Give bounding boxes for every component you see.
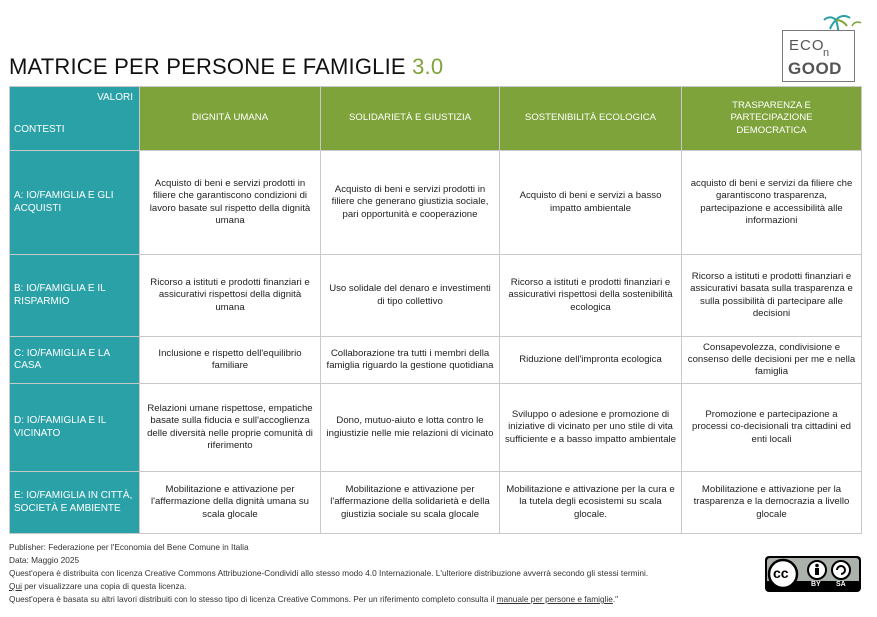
cc-label: cc	[773, 565, 789, 581]
matrix-cell: Dono, mutuo-aiuto e lotta contro le ingiustizie nelle mie relazioni di vicinato	[321, 384, 500, 472]
matrix-row	[10, 255, 862, 337]
matrix-cell: Acquisto di beni e servizi a basso impatto ambientale	[500, 151, 682, 255]
footer-based-on	[9, 593, 648, 606]
based-on-suffix: ."	[612, 594, 619, 604]
based-on-text: Quest'opera è basata su altri lavori distribuiti con lo stesso tipo di licenza Creative Commons. Per un riferimento completo consulta il	[9, 594, 497, 604]
matrix-cell: Riduzione dell'impronta ecologica	[500, 337, 682, 384]
matrix-cell: Acquisto di beni e servizi prodotti in filiere che generano giustizia sociale, pari opportunità e cooperazione	[321, 151, 500, 255]
matrix-cell: Promozione e partecipazione a processi co-decisionali tra cittadini ed enti locali	[682, 384, 862, 472]
matrix-cell: Uso solidale del denaro e investimenti di tipo collettivo	[321, 255, 500, 337]
title-version: 3.0	[412, 54, 444, 79]
matrix-row	[10, 151, 862, 255]
by-label: BY	[811, 581, 821, 588]
logo-n: n	[823, 47, 830, 59]
footer-license: Quest'opera è distribuita con licenza Creative Commons Attribuzione-Condividi allo stesso modo 4.0 Internazionale. L'ulteriore distribuzione avverrà secondo gli stessi termini.	[9, 568, 649, 578]
matrix-cell: Mobilitazione e attivazione per l'affermazione della solidarietà e della giustizia sociale su scala glocale	[321, 472, 500, 534]
matrix-cell: acquisto di beni e servizi da filiere che garantiscono trasparenza, partecipazione e accessibilità alle informazioni	[682, 151, 862, 255]
matrix-cell: Ricorso a istituti e prodotti finanziari e assicurativi basata sulla trasparenza e sulla possibilità di partecipare alle decisioni	[682, 255, 862, 337]
corner-contexts-label: CONTESTI	[14, 124, 65, 135]
matrix-row	[10, 472, 862, 534]
context-label: E: IO/FAMIGLIA IN CITTÀ, SOCIETÀ E AMBIENTE	[10, 472, 140, 534]
context-label: A: IO/FAMIGLIA E GLI ACQUISTI	[10, 151, 140, 255]
matrix-cell: Ricorso a istituti e prodotti finanziari e assicurativi rispettosi della dignità umana	[140, 255, 321, 337]
context-label: C: IO/FAMIGLIA E LA CASA	[10, 337, 140, 384]
title-main: MATRICE PER PERSONE E FAMIGLIE	[9, 54, 406, 79]
footer	[9, 541, 648, 606]
cc-by-sa-badge[interactable]	[765, 556, 861, 592]
matrix-cell: Mobilitazione e attivazione per la cura e la tutela degli ecosistemi su scala glocale.	[500, 472, 682, 534]
page-title	[9, 54, 443, 80]
matrix-cell: Sviluppo o adesione e promozione di iniziative di vicinato per uno stile di vita sufficiente e a basso impatto ambientale	[500, 384, 682, 472]
context-label: B: IO/FAMIGLIA E IL RISPARMIO	[10, 255, 140, 337]
license-link[interactable]: Qui	[9, 581, 22, 591]
value-header: SOLIDARIETÀ E GIUSTIZIA	[321, 87, 500, 151]
value-header: SOSTENIBILITÀ ECOLOGICA	[500, 87, 682, 151]
matrix-cell: Ricorso a istituti e prodotti finanziari e assicurativi rispettosi della sostenibilità ecologica	[500, 255, 682, 337]
matrix-cell: Acquisto di beni e servizi prodotti in filiere che garantiscono condizioni di lavoro basate sul rispetto della dignità umana	[140, 151, 321, 255]
license-link-text: per visualizzare una copia di questa licenza.	[21, 581, 187, 591]
matrix-cell: Relazioni umane rispettose, empatiche basate sulla fiducia e sull'accoglienza delle diversità nelle proprie comunità di riferimento	[140, 384, 321, 472]
matrix-cell: Mobilitazione e attivazione per l'affermazione della dignità umana su scala glocale	[140, 472, 321, 534]
footer-publisher: Publisher: Federazione per l'Economia del Bene Comune in Italia	[9, 542, 249, 552]
corner-values-label: VALORI	[97, 92, 133, 103]
matrix-table	[9, 86, 862, 534]
footer-license-link-line	[9, 580, 648, 593]
context-label: D: IO/FAMIGLIA E IL VICINATO	[10, 384, 140, 472]
matrix-cell: Inclusione e rispetto dell'equilibrio familiare	[140, 337, 321, 384]
matrix-cell: Consapevolezza, condivisione e consenso delle decisioni per me e nella famiglia	[682, 337, 862, 384]
logo-good: GOOD	[788, 59, 842, 78]
matrix-corner	[10, 87, 140, 151]
matrix-row	[10, 384, 862, 472]
footer-date: Data: Maggio 2025	[9, 555, 80, 565]
sa-label: SA	[836, 581, 846, 588]
value-header: TRASPARENZA E PARTECIPAZIONE DEMOCRATICA	[682, 87, 862, 151]
matrix-row	[10, 337, 862, 384]
matrix-header-row	[10, 87, 862, 151]
logo-eco: ECO	[789, 37, 825, 54]
manual-link[interactable]: manuale per persone e famiglie	[496, 594, 613, 604]
matrix-cell: Collaborazione tra tutti i membri della famiglia riguardo la gestione quotidiana	[321, 337, 500, 384]
value-header: DIGNITÀ UMANA	[140, 87, 321, 151]
eco-n-good-logo	[782, 30, 855, 82]
matrix-cell: Mobilitazione e attivazione per la trasparenza e la democrazia a livello glocale	[682, 472, 862, 534]
